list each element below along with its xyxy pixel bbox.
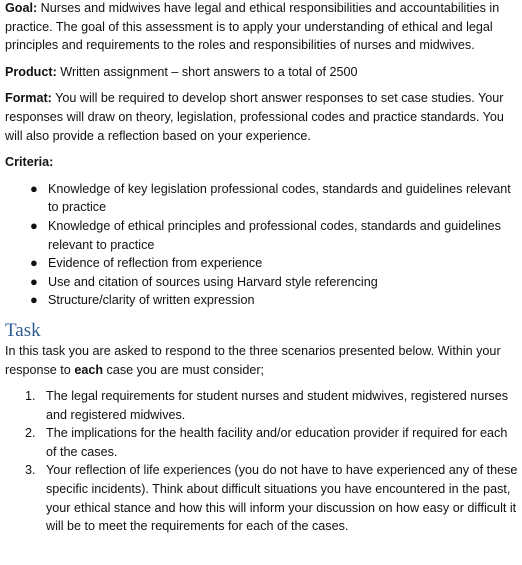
task-intro-text-end: case you are must consider; bbox=[103, 362, 265, 377]
bullet-dot-icon: ● bbox=[30, 292, 38, 308]
item-number: 2. bbox=[25, 426, 36, 441]
considerations-list bbox=[5, 387, 518, 536]
consideration-item bbox=[5, 424, 518, 461]
criteria-item bbox=[5, 273, 518, 292]
criteria-item bbox=[5, 254, 518, 273]
criteria-heading bbox=[5, 153, 518, 172]
item-number: 3. bbox=[25, 463, 36, 478]
task-intro-text: In this task you are asked to respond to the three scenarios presented below. Within your response to bbox=[5, 343, 501, 377]
criteria-label: Criteria: bbox=[5, 155, 54, 170]
consideration-item bbox=[5, 387, 518, 424]
format-label: Format: bbox=[5, 91, 52, 106]
criteria-item bbox=[5, 291, 518, 310]
bullet-dot-icon: ● bbox=[30, 217, 38, 233]
task-heading: Task bbox=[5, 319, 41, 341]
bullet-dot-icon: ● bbox=[30, 180, 38, 196]
goal-label: Goal: bbox=[5, 1, 38, 15]
bullet-dot-icon: ● bbox=[30, 255, 38, 271]
consideration-text: Your reflection of life experiences (you do not have to have experienced any of these specific incidents). Think about difficult situations you have encountered in the past, your ethical stance and how this will inform your discussion on how easy or difficult it will be to meet the requirements for each of the cases. bbox=[46, 463, 518, 534]
task-intro-emphasis: each bbox=[74, 362, 104, 377]
criteria-item-text: Evidence of reflection from experience bbox=[48, 256, 263, 271]
criteria-item-text: Knowledge of ethical principles and professional codes, standards and guidelines relevant to practice bbox=[48, 218, 501, 252]
format-paragraph bbox=[5, 89, 518, 145]
product-paragraph bbox=[5, 63, 518, 82]
criteria-item bbox=[5, 217, 518, 254]
task-intro bbox=[5, 342, 518, 379]
consideration-item bbox=[5, 461, 518, 535]
item-number: 1. bbox=[25, 389, 36, 404]
criteria-item-text: Knowledge of key legislation professional codes, standards and guidelines relevant to practice bbox=[48, 181, 511, 215]
format-text: You will be required to develop short answer responses to set case studies. Your responses will draw on theory, legislation, professional codes and practice standards. You will also provide a reflection based on your experience. bbox=[5, 91, 504, 143]
criteria-item-text: Structure/clarity of written expression bbox=[48, 293, 255, 308]
product-text: Written assignment – short answers to a total of 2500 bbox=[56, 64, 358, 79]
criteria-item bbox=[5, 180, 518, 217]
consideration-text: The implications for the health facility and/or education provider if required for each of the cases. bbox=[46, 426, 508, 459]
consideration-text: The legal requirements for student nurses and student midwives, registered nurses and registered midwives. bbox=[46, 389, 509, 422]
goal-paragraph bbox=[5, 0, 518, 55]
product-label: Product: bbox=[5, 64, 57, 79]
bullet-dot-icon: ● bbox=[30, 273, 38, 289]
goal-text: Nurses and midwives have legal and ethical responsibilities and accountabilities in practice. The goal of this assessment is to apply your understanding of ethical and legal principles and requirements to the roles and responsibilities of nurses and midwives. bbox=[5, 1, 500, 53]
criteria-list bbox=[5, 180, 518, 310]
criteria-item-text: Use and citation of sources using Harvard style referencing bbox=[48, 274, 378, 289]
